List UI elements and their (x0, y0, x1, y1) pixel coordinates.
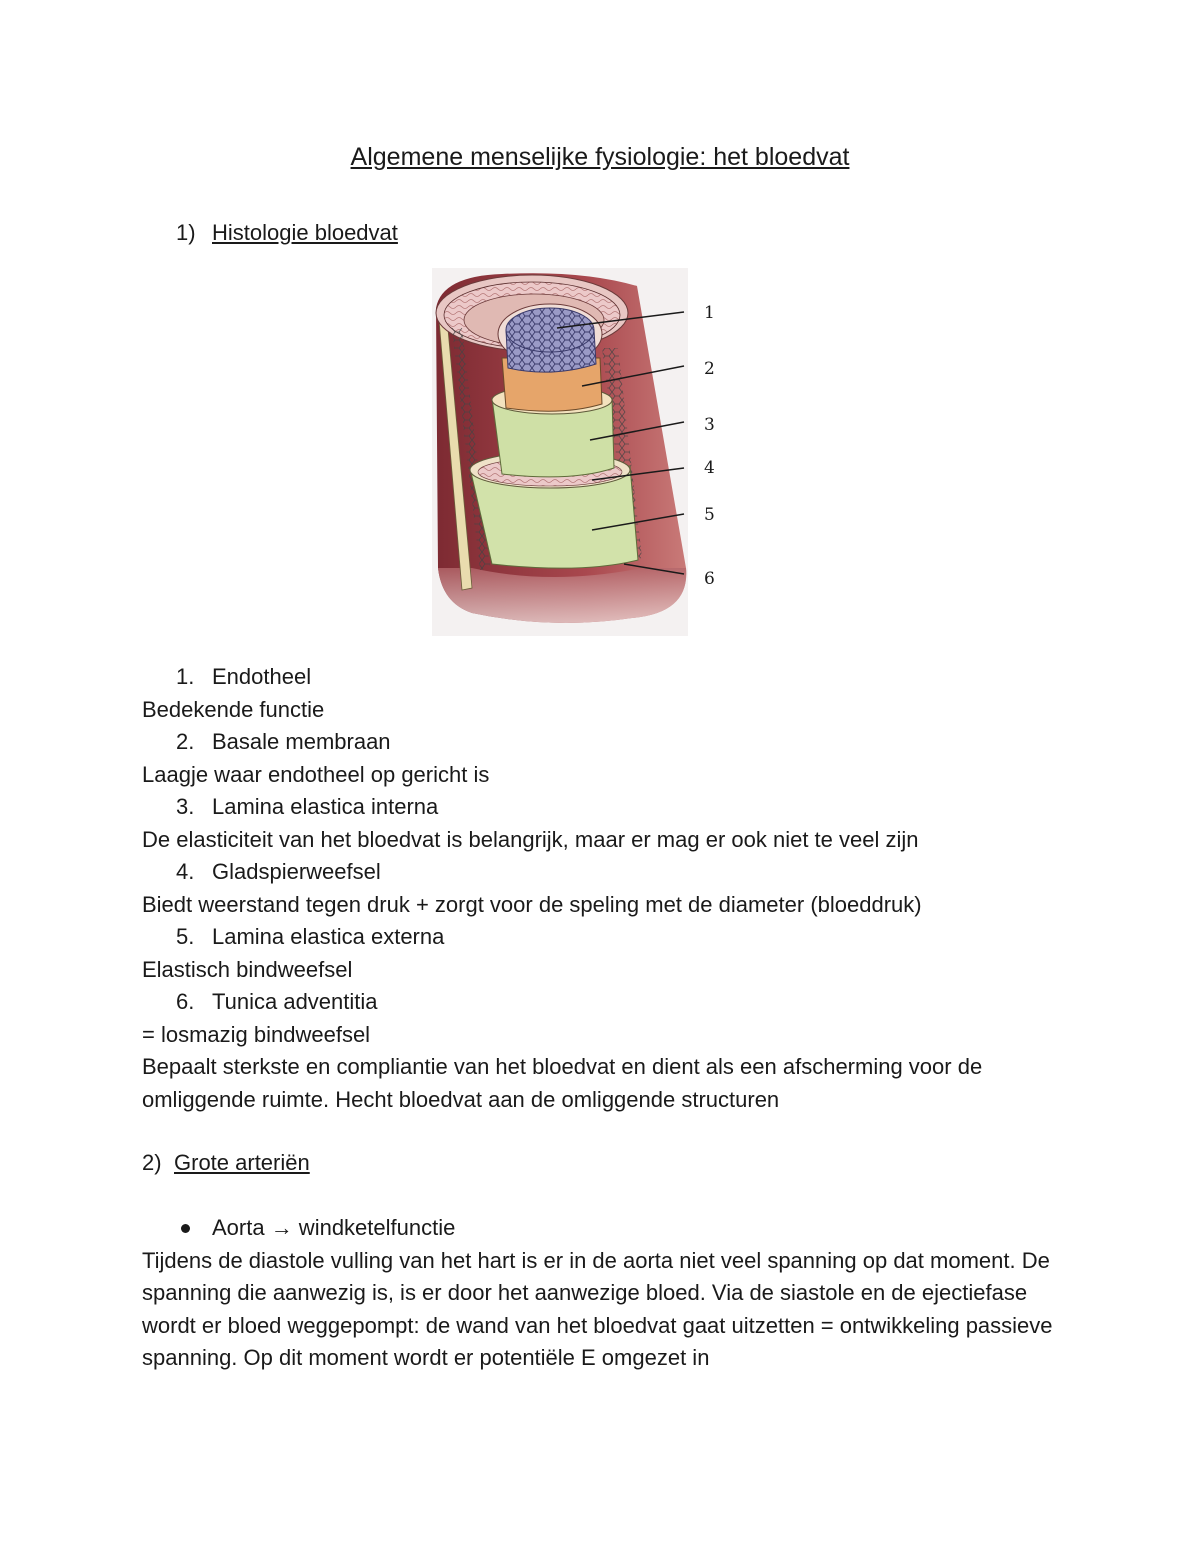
figure-label-1: 1 (704, 303, 715, 323)
item-text: Bepaalt sterkste en compliantie van het bloedvat en dient als een afscherming voor de omliggende ruimte. Hecht bloedvat aan de omliggende structuren (142, 1054, 983, 1112)
list-item (142, 661, 1062, 694)
list-title: Lamina elastica externa (212, 924, 445, 949)
list-item (142, 726, 1062, 759)
blood-vessel-diagram (432, 268, 722, 638)
page-title: Algemene menselijke fysiologie: het bloedvat (350, 143, 850, 171)
layer-descriptions (142, 661, 1062, 1116)
bullet-dot-icon (176, 1212, 212, 1244)
list-number: 3. (176, 794, 195, 819)
list-title: Tunica adventitia (212, 989, 378, 1014)
item-text: Bedekende functie (142, 696, 325, 722)
list-number: 4. (176, 859, 195, 884)
item-text: Biedt weerstand tegen druk + zorgt voor de speling met de diameter (bloeddruk) (142, 891, 922, 917)
section-number: 1) (176, 220, 196, 245)
section-heading-histologie (176, 220, 398, 246)
list-title: Basale membraan (212, 729, 391, 754)
list-number: 2. (176, 729, 195, 754)
bullet-item (142, 1212, 1062, 1245)
section-heading-grote-arterien (142, 1150, 310, 1176)
list-number: 5. (176, 924, 195, 949)
item-text: De elasticiteit van het bloedvat is belangrijk, maar er mag er ook niet te veel zijn (142, 826, 919, 852)
list-title: Lamina elastica interna (212, 794, 439, 819)
list-number: 1. (176, 664, 195, 689)
figure-label-5: 5 (704, 505, 715, 525)
body-paragraph: Tijdens de diastole vulling van het hart is er in de aorta niet veel spanning op dat moment. De spanning die aanwezig is, is er door het aanwezige bloed. Via de siastole en de ejectiefase wordt er bloed weggepompt: de wand van het bloedvat gaat uitzetten = ontwikkeling passieve spanning. Op dit moment wordt er potentiële E omgezet in (142, 1247, 1053, 1370)
item-text: Elastisch bindweefsel (142, 956, 353, 982)
list-item (142, 986, 1062, 1019)
figure-label-6: 6 (704, 569, 715, 589)
figure-label-2: 2 (704, 359, 715, 379)
list-item (142, 856, 1062, 889)
section-label: Histologie bloedvat (212, 220, 398, 245)
item-text: = losmazig bindweefsel (142, 1021, 371, 1047)
figure-label-3: 3 (704, 415, 715, 435)
list-item (142, 921, 1062, 954)
list-title: Gladspierweefsel (212, 859, 381, 884)
item-text: Laagje waar endotheel op gericht is (142, 761, 490, 787)
section-label: Grote arteriën (174, 1150, 310, 1175)
section-number: 2) (142, 1150, 162, 1175)
aorta-section (142, 1212, 1062, 1375)
bullet-text: Aorta → windketelfunctie (212, 1215, 456, 1240)
list-number: 6. (176, 989, 195, 1014)
figure-label-4: 4 (704, 458, 715, 478)
list-title: Endotheel (212, 664, 312, 689)
list-item (142, 791, 1062, 824)
